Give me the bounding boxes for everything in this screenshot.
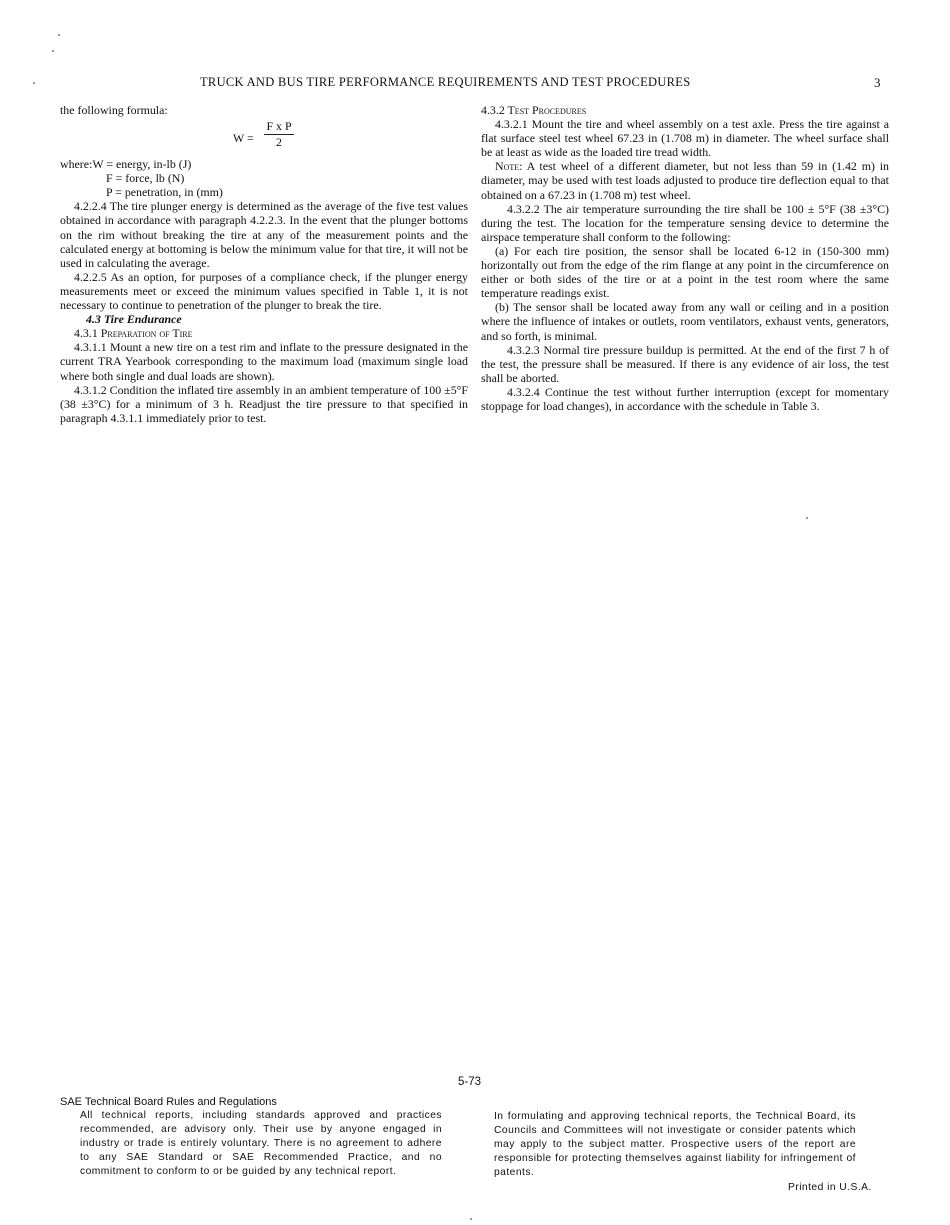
- paragraph-a: (a) For each tire position, the sensor shall be located 6-12 in (150-300 mm) horizontally out from the edge of the rim flange at any point in the circumference on either or both sides of the tire or at a point in the test room where the same temperature readings exist.: [481, 243, 889, 301]
- paragraph-4-3-2-4: 4.3.2.4 Continue the test without further interruption (except for momentary stoppage for load changes), in accordance with the schedule in Table 3.: [481, 384, 889, 413]
- scan-speck: [33, 82, 35, 84]
- where-energy: where:W = energy, in-lb (J): [60, 157, 192, 172]
- header-page-number: 3: [874, 75, 881, 90]
- note-label: Note:: [495, 159, 523, 174]
- footer-page-number: 5-73: [458, 1076, 482, 1088]
- paragraph-4-2-2-5: 4.2.2.5 As an option, for purposes of a compliance check, if the plunger energy measurements meet or exceed the minimum values specified in Table 1, it is not necessary to continue to penetration of the plunger to break the tire.: [60, 269, 468, 313]
- paragraph-4-3-1-1: 4.3.1.1 Mount a new tire on a test rim and inflate to the pressure designated in the current TRA Yearbook corresponding to the maximum load (maximum single load where both single and dual loads are shown).: [60, 340, 468, 383]
- formula-lhs: W =: [233, 131, 254, 146]
- heading-4-3-1: 4.3.1 Preparation of Tire: [74, 326, 193, 341]
- right-column: [481, 103, 889, 413]
- footer-right-text: In formulating and approving technical reports, the Technical Board, its Councils and Committees will not investigate or consider patents which may apply to the subject matter. Prospective users of the report are responsible for protecting themselves against liability for infringement of patents.: [494, 1111, 856, 1179]
- heading-4-3-2: 4.3.2 Test Procedures: [481, 103, 587, 117]
- formula-numerator: F x P: [264, 119, 294, 135]
- footer-left-text: All technical reports, including standards approved and practices recommended, are advisory only. Their use by anyone engaged in industry or trade is entirely voluntary. There is no agreement to adhere to any SAE Standard or SAE Recommended Practice, and no commitment to conform to or be guided by any technical report.: [80, 1110, 442, 1178]
- scan-speck: [806, 517, 808, 519]
- paragraph-4-3-2-3: 4.3.2.3 Normal tire pressure buildup is permitted. At the end of the first 7 h of the test, the pressure shall be measured. If there is any evidence of air loss, the test shall be aborted.: [481, 342, 889, 385]
- footer-title: SAE Technical Board Rules and Regulations: [60, 1096, 277, 1108]
- paragraph-b: (b) The sensor shall be located away from any wall or ceiling and in a position where the influence of intakes or outlets, room ventilators, exhaust vents, generators, and so forth, is minimal.: [481, 300, 889, 343]
- scan-speck: [52, 50, 54, 52]
- heading-4-3: 4.3 Tire Endurance: [86, 312, 182, 327]
- formula-denominator: 2: [276, 135, 282, 150]
- energy-formula: [60, 117, 468, 157]
- note-text: A test wheel of a different diameter, but not less than 59 in (1.42 m) in diameter, may be used with test loads adjusted to produce tire deflection equal to that obtained on a 67.23 in (1.708 m) test wheel.: [481, 159, 889, 202]
- note-paragraph: [481, 159, 889, 201]
- where-penetration: P = penetration, in (mm): [106, 185, 223, 200]
- scan-speck: [58, 34, 60, 36]
- formula-intro: the following formula:: [60, 103, 168, 117]
- left-column: [60, 103, 468, 425]
- formula-fraction: [264, 119, 294, 149]
- paragraph-4-3-1-2: 4.3.1.2 Condition the inflated tire assembly in an ambient temperature of 100 ±5°F (38 ±3°C) for a minimum of 3 h. Readjust the tire pressure to that specified in paragraph 4.3.1.1 immediately prior to test.: [60, 382, 469, 425]
- paragraph-4-3-2-1: 4.3.2.1 Mount the tire and wheel assembly on a test axle. Press the tire against a flat surface steel test wheel 67.23 in (1.708 m) in diameter. The wheel surface shall be at least as wide as the loaded tire tread width.: [481, 117, 889, 160]
- where-force: F = force, lb (N): [106, 171, 185, 186]
- paragraph-4-2-2-4: 4.2.2.4 The tire plunger energy is determined as the average of the five test values obtained in accordance with paragraph 4.2.2.3. In the event that the plunger bottoms on the rim without breaking the tire at any of the measurement points and the calculated energy at bottoming is below the minimum value for that tire, it will not be used in calculating the average.: [60, 199, 468, 270]
- printed-in-usa: Printed in U.S.A.: [788, 1182, 872, 1193]
- paragraph-4-3-2-2: 4.3.2.2 The air temperature surrounding the tire shall be 100 ± 5°F (38 ±3°C) during the test. The location for the temperature sensing device to determine the airspace temperature shall conform to the following:: [481, 201, 889, 244]
- scan-speck: [470, 1218, 472, 1220]
- running-header-title: TRUCK AND BUS TIRE PERFORMANCE REQUIREMENTS AND TEST PROCEDURES: [200, 75, 691, 89]
